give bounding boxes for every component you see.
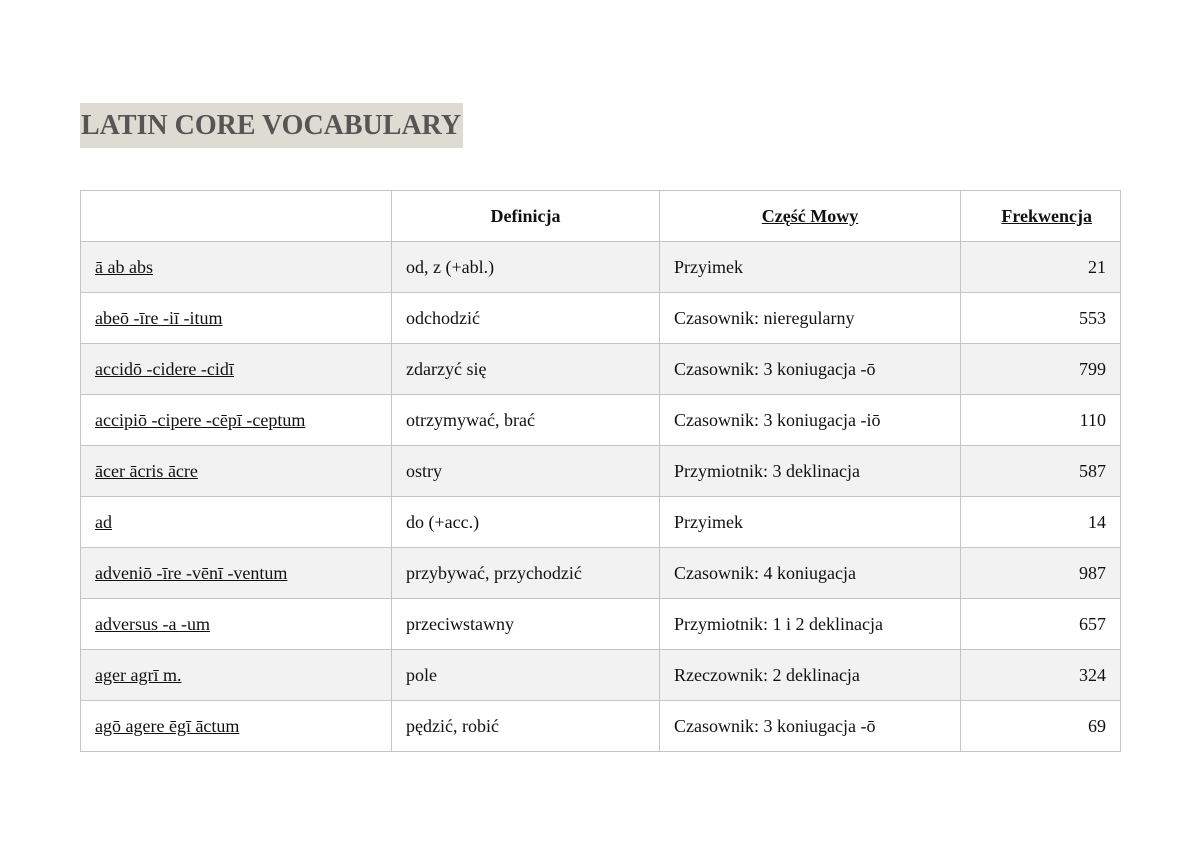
lemma-link[interactable]: accidō -cidere -cidī [95,358,234,379]
table-row [81,446,1121,497]
cell-part-of-speech: Czasownik: 3 koniugacja -iō [660,395,961,446]
cell-frequency: 587 [961,446,1121,497]
cell-frequency: 987 [961,548,1121,599]
lemma-link[interactable]: ad [95,511,112,532]
cell-definition: zdarzyć się [392,344,660,395]
table-row [81,395,1121,446]
lemma-link[interactable]: ācer ācris ācre [95,460,198,481]
cell-frequency: 324 [961,650,1121,701]
cell-frequency: 553 [961,293,1121,344]
header-part-of-speech[interactable] [660,191,961,242]
lemma-link[interactable]: agō agere ēgī āctum [95,715,240,736]
cell-definition: ostry [392,446,660,497]
table-body [81,242,1121,752]
cell-frequency: 21 [961,242,1121,293]
page-title: LATIN CORE VOCABULARY [81,110,462,141]
cell-definition: od, z (+abl.) [392,242,660,293]
header-frequency-link[interactable]: Frekwencja [1001,205,1092,226]
cell-lemma[interactable] [81,395,392,446]
cell-part-of-speech: Czasownik: 3 koniugacja -ō [660,701,961,752]
table-row [81,293,1121,344]
cell-part-of-speech: Przyimek [660,242,961,293]
lemma-link[interactable]: ā ab abs [95,256,153,277]
cell-part-of-speech: Rzeczownik: 2 deklinacja [660,650,961,701]
cell-lemma[interactable] [81,242,392,293]
table-row [81,701,1121,752]
table-row [81,344,1121,395]
cell-definition: przeciwstawny [392,599,660,650]
cell-part-of-speech: Czasownik: 3 koniugacja -ō [660,344,961,395]
cell-part-of-speech: Przymiotnik: 1 i 2 deklinacja [660,599,961,650]
lemma-link[interactable]: abeō -īre -iī -itum [95,307,223,328]
header-frequency[interactable] [961,191,1121,242]
cell-frequency: 69 [961,701,1121,752]
cell-definition: otrzymywać, brać [392,395,660,446]
cell-part-of-speech: Przyimek [660,497,961,548]
table-header-row [81,191,1121,242]
vocabulary-table [80,190,1121,752]
cell-part-of-speech: Czasownik: nieregularny [660,293,961,344]
cell-definition: do (+acc.) [392,497,660,548]
cell-lemma[interactable] [81,446,392,497]
cell-frequency: 14 [961,497,1121,548]
cell-definition: odchodzić [392,293,660,344]
cell-lemma[interactable] [81,497,392,548]
lemma-link[interactable]: ager agrī m. [95,664,182,685]
header-part-of-speech-link[interactable]: Część Mowy [761,205,859,226]
cell-lemma[interactable] [81,701,392,752]
cell-frequency: 799 [961,344,1121,395]
table-row [81,242,1121,293]
cell-frequency: 657 [961,599,1121,650]
table-row [81,548,1121,599]
cell-definition: przybywać, przychodzić [392,548,660,599]
cell-definition: pędzić, robić [392,701,660,752]
lemma-link[interactable]: accipiō -cipere -cēpī -ceptum [95,409,306,430]
cell-part-of-speech: Przymiotnik: 3 deklinacja [660,446,961,497]
header-lemma [81,191,392,242]
title-highlight [80,103,463,148]
table-row [81,650,1121,701]
cell-lemma[interactable] [81,293,392,344]
cell-definition: pole [392,650,660,701]
lemma-link[interactable]: adveniō -īre -vēnī -ventum [95,562,288,583]
lemma-link[interactable]: adversus -a -um [95,613,210,634]
cell-lemma[interactable] [81,548,392,599]
cell-part-of-speech: Czasownik: 4 koniugacja [660,548,961,599]
table-row [81,599,1121,650]
cell-lemma[interactable] [81,650,392,701]
cell-lemma[interactable] [81,599,392,650]
table-row [81,497,1121,548]
cell-frequency: 110 [961,395,1121,446]
header-definition: Definicja [392,191,660,242]
cell-lemma[interactable] [81,344,392,395]
